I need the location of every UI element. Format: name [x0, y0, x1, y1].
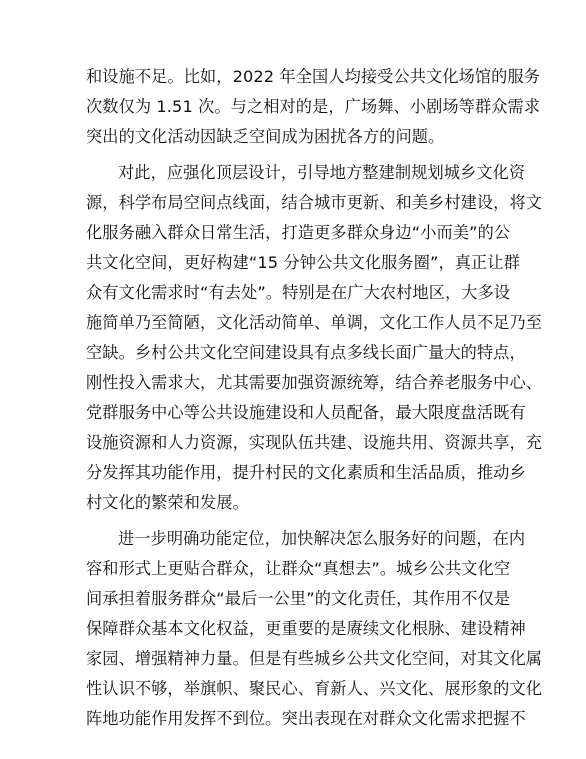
- text-line: 源，科学布局空间点线面，结合城市更新、和美乡村建设，将文: [86, 193, 543, 212]
- paragraph-first-line: 进一步明确功能定位，加快解决怎么服务好的问题，在内: [118, 529, 526, 548]
- text-line: 突出的文化活动因缺乏空间成为困扰各方的问题。: [86, 127, 445, 146]
- text-line: 家园、增强精神力量。但是有些城乡公共文化空间，对其文化属: [86, 649, 543, 668]
- text-line: 共文化空间，更好构建“15 分钟公共文化服务圈”，真正让群: [86, 253, 520, 272]
- text-line: 性认识不够，举旗帜、聚民心、育新人、兴文化、展形象的文化: [86, 679, 543, 698]
- text-line: 阵地功能作用发挥不到位。突出表现在对群众文化需求把握不: [86, 709, 526, 728]
- text-line: 容和形式上更贴合群众，让群众“真想去”。城乡公共文化空: [86, 559, 511, 578]
- text-line: 次数仅为 1.51 次。与之相对的是，广场舞、小剧场等群众需求: [86, 97, 541, 116]
- text-line: 设施资源和人力资源，实现队伍共建、设施共用、资源共享，充: [86, 433, 543, 452]
- text-line: 化服务融入群众日常生活，打造更多群众身边“小而美”的公: [86, 223, 511, 242]
- text-line: 和设施不足。比如，2022 年全国人均接受公共文化场馆的服务: [86, 67, 541, 86]
- text-line: 党群服务中心等公共设施建设和人员配备，最大限度盘活既有: [86, 403, 526, 422]
- text-line: 保障群众基本文化权益，更重要的是赓续文化根脉、建设精神: [86, 619, 526, 638]
- text-line: 刚性投入需求大，尤其需要加强资源统筹，结合养老服务中心、: [86, 373, 543, 392]
- text-line: 分发挥其功能作用，提升村民的文化素质和生活品质，推动乡: [86, 463, 526, 482]
- text-line: 村文化的繁荣和发展。: [86, 493, 249, 512]
- text-line: 众有文化需求时“有去处”。特别是在广大农村地区，大多设: [86, 283, 511, 302]
- text-line: 施简单乃至简陋，文化活动简单、单调，文化工作人员不足乃至: [86, 313, 543, 332]
- text-line: 间承担着服务群众“最后一公里”的文化责任，其作用不仅是: [86, 589, 511, 608]
- text-line: 空缺。乡村公共文化空间建设具有点多线长面广量大的特点，: [86, 343, 526, 362]
- paragraph-first-line: 对此，应强化顶层设计，引导地方整建制规划城乡文化资: [118, 163, 526, 182]
